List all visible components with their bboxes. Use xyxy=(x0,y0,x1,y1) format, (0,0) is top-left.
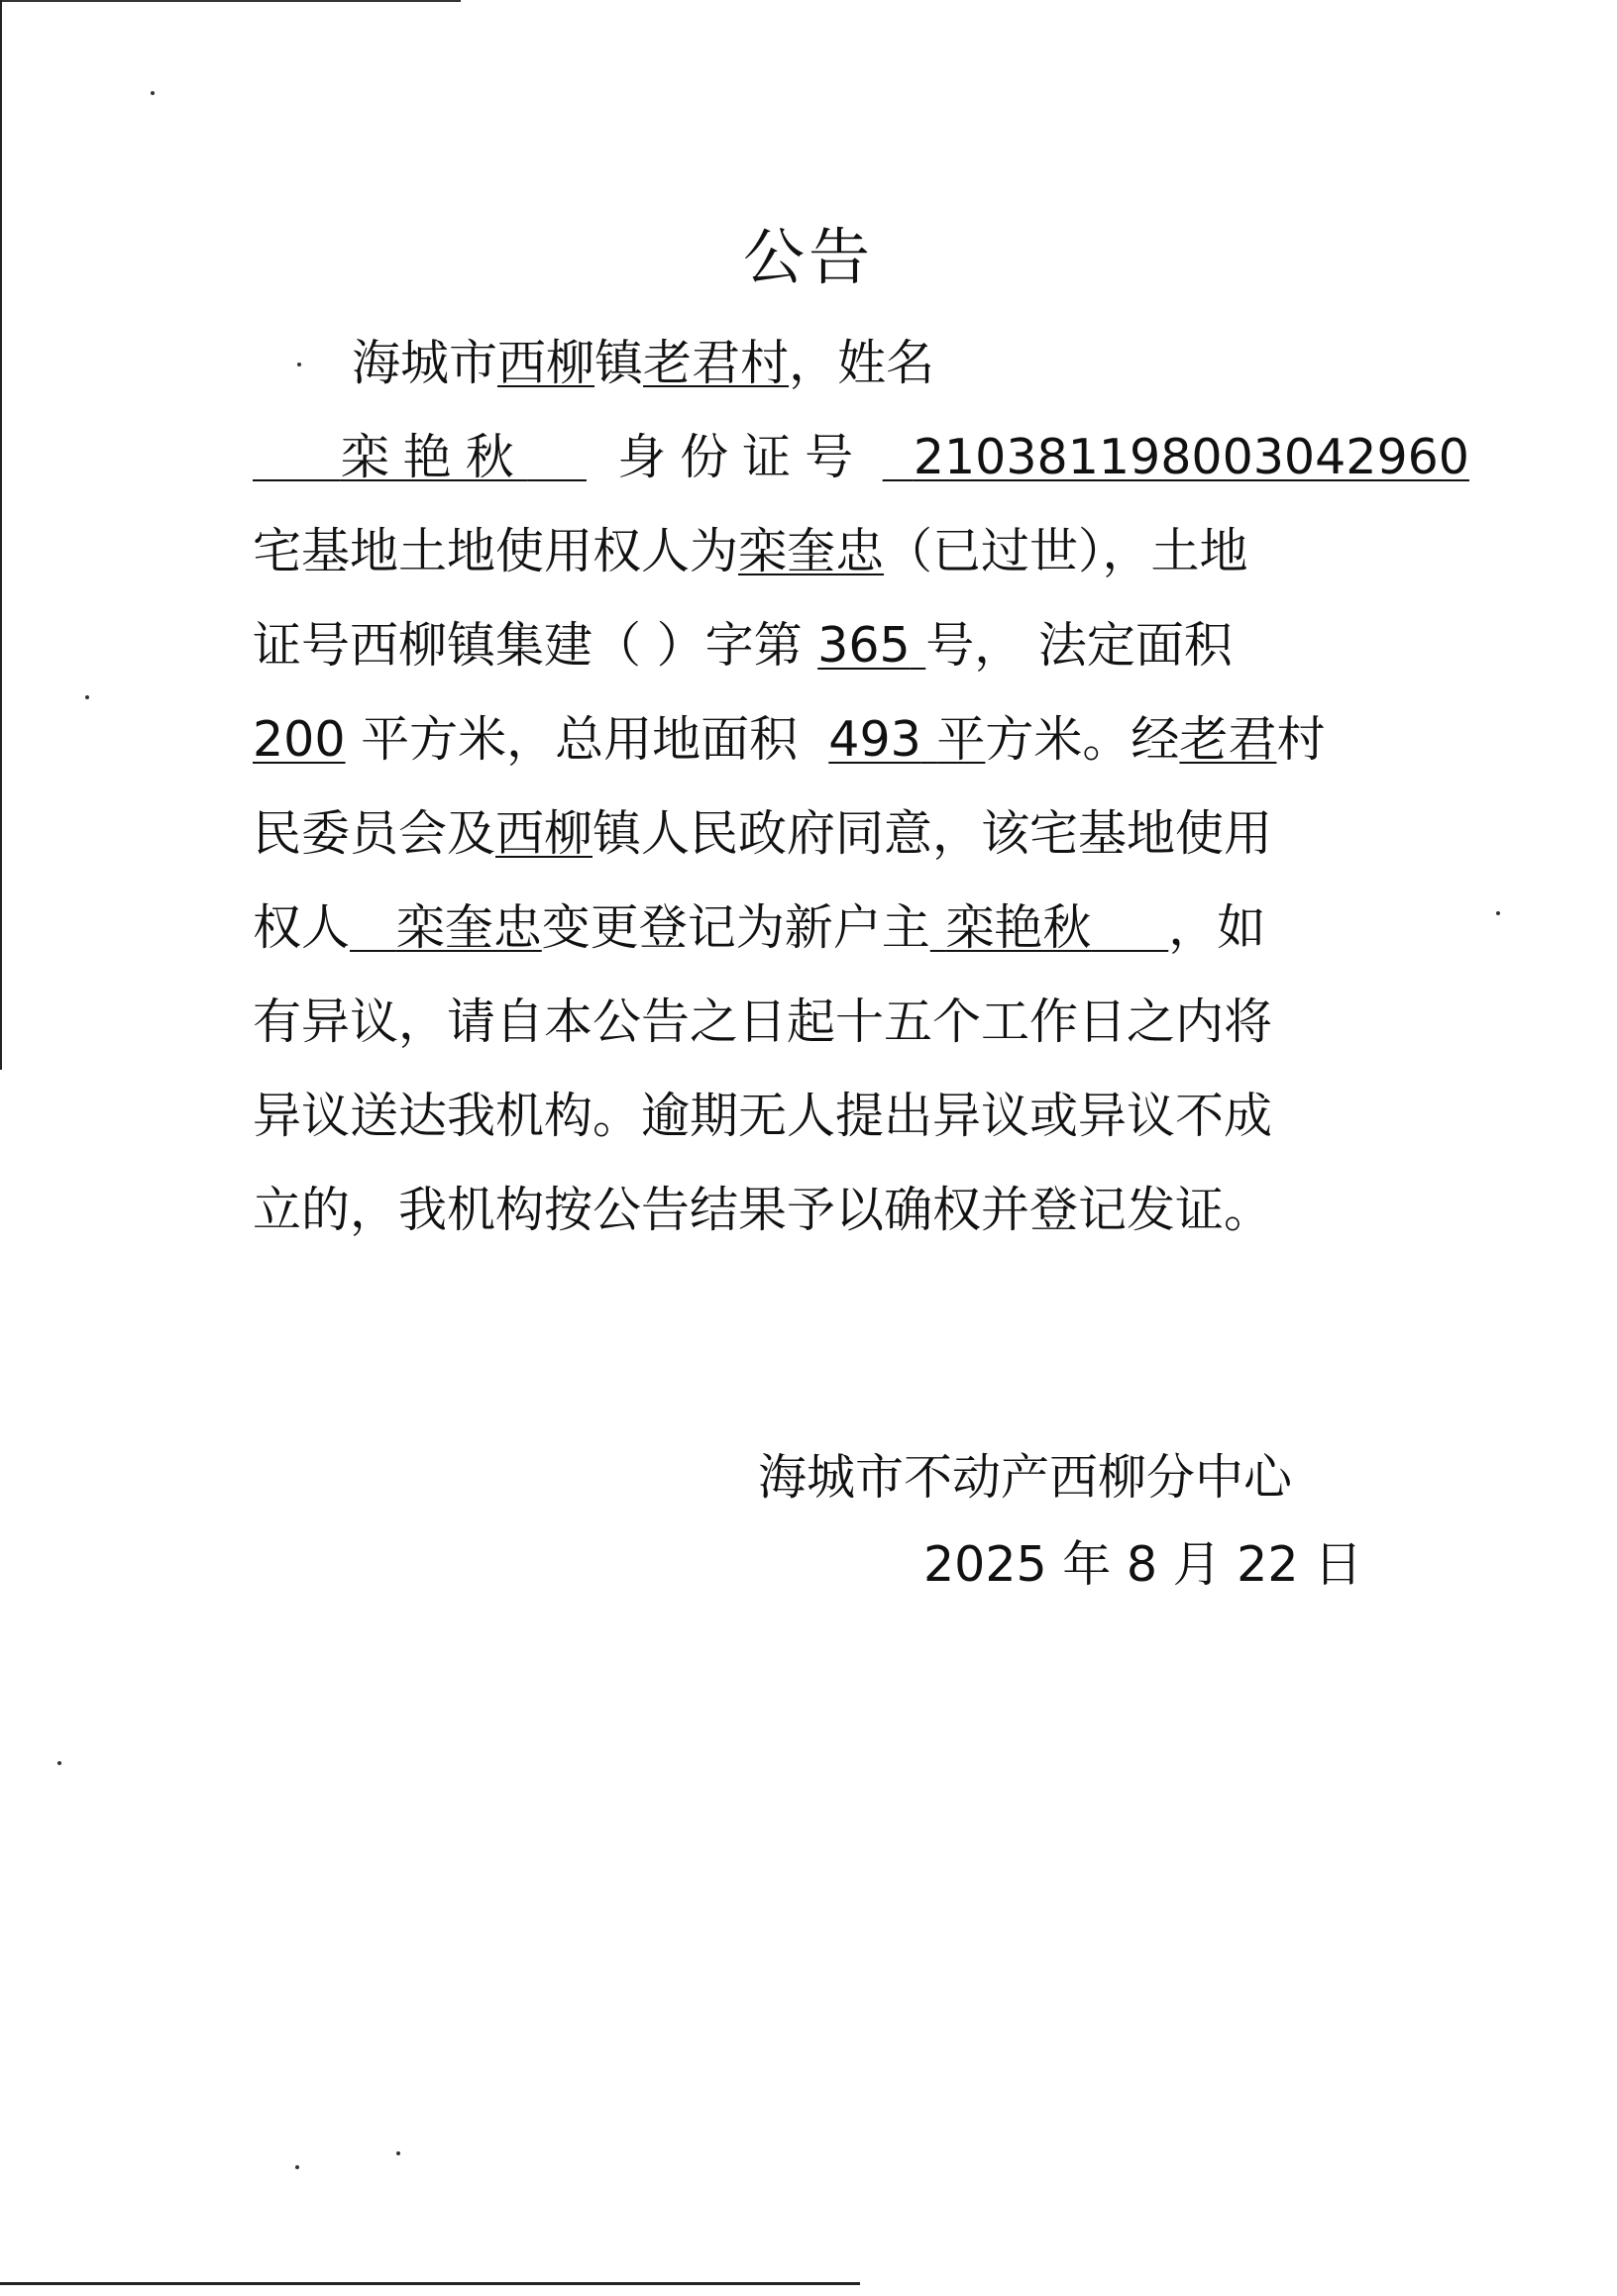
notice-line-5 xyxy=(253,708,1325,772)
scan-speck xyxy=(297,363,301,366)
cert-number xyxy=(817,617,925,674)
text-segment: 平 xyxy=(936,711,986,768)
scan-speck xyxy=(396,2151,400,2155)
town-name: 西柳 xyxy=(497,335,595,391)
new-owner-text: 栾艳秋 xyxy=(945,899,1092,956)
scan-speck xyxy=(1496,911,1500,915)
person-name-text: 栾艳秋 xyxy=(340,429,528,485)
notice-line-8: 有异议，请自本公告之日起十五个工作日之内将 xyxy=(253,993,1273,1050)
text-segment: ，姓名 xyxy=(789,335,935,391)
id-number-text: 210381198003042960 xyxy=(913,429,1469,485)
scan-speck xyxy=(151,91,155,95)
text-segment: 村 xyxy=(1276,711,1326,768)
person-name xyxy=(253,429,587,485)
id-label: 身份证号 xyxy=(617,429,868,485)
text-segment: （已过世），土地 xyxy=(884,523,1248,579)
text-segment: 权人 xyxy=(253,899,351,956)
text-segment: 民委员会及 xyxy=(253,805,496,862)
cert-number-text: 365 xyxy=(817,617,911,674)
text-segment: 海城市 xyxy=(352,335,498,391)
notice-line-4 xyxy=(253,614,1233,678)
text-segment: 镇人民政府同意，该宅基地使用 xyxy=(593,805,1273,862)
total-area-text: 493 xyxy=(828,711,921,768)
old-owner-name: 栾奎忠 xyxy=(738,523,885,579)
text-segment: 平方米，总用地面积 xyxy=(361,711,799,768)
text-segment: 号， 法定面积 xyxy=(925,617,1233,674)
notice-line-7 xyxy=(253,896,1265,960)
village-name-short: 老君 xyxy=(1179,711,1277,768)
notice-date: 2025 年 8 月 22 日 xyxy=(923,1536,1363,1593)
notice-line-6 xyxy=(253,802,1272,866)
old-owner-text: 栾奎忠 xyxy=(395,899,542,956)
notice-line-10: 立的，我机构按公告结果予以确权并登记发证。 xyxy=(253,1182,1273,1238)
text-segment: 变更登记为新户主 xyxy=(541,899,930,956)
scan-speck xyxy=(85,695,89,699)
text-segment: 证号西柳镇集建（ ）字第 xyxy=(253,617,803,674)
town-name-again: 西柳 xyxy=(495,805,593,862)
scan-speck xyxy=(295,2165,299,2169)
village-name: 老君村 xyxy=(643,335,790,391)
id-number xyxy=(883,429,1469,485)
text-segment: 宅基地土地使用权人为 xyxy=(253,523,739,579)
total-area xyxy=(828,711,985,768)
scan-edge-left xyxy=(0,0,2,1070)
legal-area: 200 xyxy=(253,711,346,768)
old-owner-name-again xyxy=(350,899,542,956)
notice-line-3 xyxy=(253,520,1248,583)
issuer-name: 海城市不动产西柳分中心 xyxy=(758,1449,1293,1506)
notice-title: 公告 xyxy=(742,221,874,293)
new-owner-name xyxy=(930,899,1168,956)
scan-edge-top xyxy=(0,0,461,2)
text-segment: 方米。经 xyxy=(985,711,1180,768)
notice-line-9: 异议送达我机构。逾期无人提出异议或异议不成 xyxy=(253,1088,1273,1144)
text-segment: 镇 xyxy=(594,335,644,391)
notice-line-1 xyxy=(352,332,934,395)
notice-line-2 xyxy=(253,426,1469,489)
scan-speck xyxy=(57,1761,61,1765)
text-segment: ，如 xyxy=(1168,899,1266,956)
scan-edge-bottom xyxy=(0,2282,860,2285)
